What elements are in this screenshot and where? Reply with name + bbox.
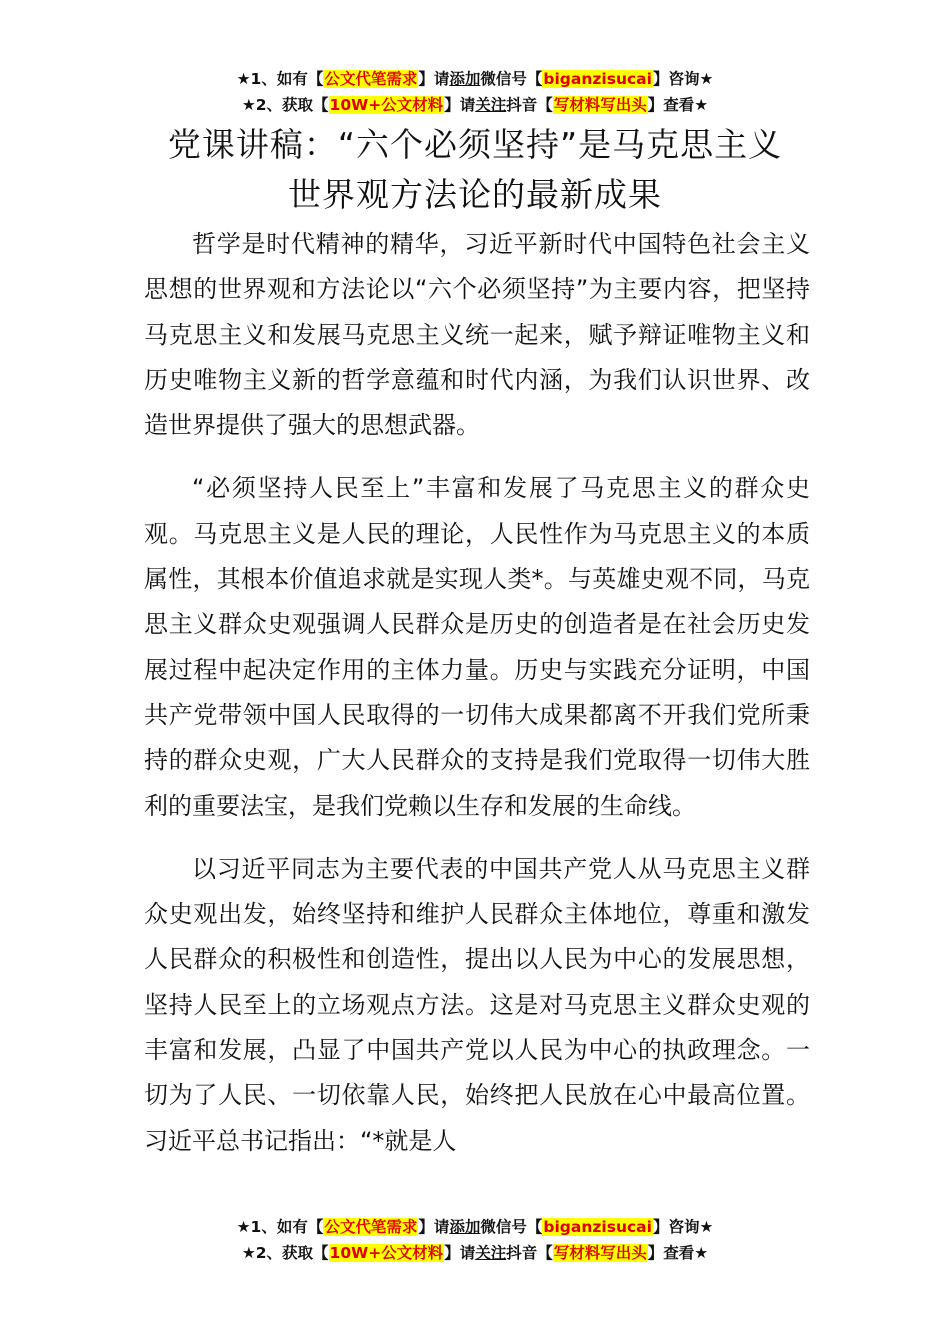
banner-text: ★1、如有【 bbox=[236, 70, 324, 88]
banner-text: 】请 bbox=[444, 1244, 476, 1262]
banner-text: 抖音【 bbox=[506, 1244, 553, 1262]
banner-highlight-wechat-id: biganzisucai bbox=[543, 1218, 652, 1236]
header-banner-line-2 bbox=[0, 92, 950, 118]
banner-text: 】咨询★ bbox=[652, 70, 714, 88]
banner-text: ★1、如有【 bbox=[236, 1218, 324, 1236]
banner-text: 】请 bbox=[444, 96, 476, 114]
banner-text: 】查看★ bbox=[647, 1244, 709, 1262]
document-title bbox=[100, 120, 850, 220]
document-title-line-2: 世界观方法论的最新成果 bbox=[288, 175, 662, 214]
body-paragraph-2: “必须坚持人民至上”丰富和发展了马克思主义的群众史观。马克思主义是人民的理论，人民性作为马克思主义的本质属性，其根本价值追求就是实现人类*。与英雄史观不同，马克思主义群众史观强调人民群众是历史的创造者是在社会历史发展过程中起决定作用的主体力量。历史与实践充分证明，中国共产党带领中国人民取得的一切伟大成果都离不开我们党所秉持的群众史观，广大人民群众的支持是我们党取得一切伟大胜利的重要法宝，是我们党赖以生存和发展的生命线。 bbox=[144, 474, 810, 820]
banner-text: ★2、获取【 bbox=[241, 1244, 329, 1262]
banner-highlight-douyin-account: 写材料写出头 bbox=[553, 1244, 647, 1262]
banner-highlight-service: 公文代笔需求 bbox=[324, 70, 418, 88]
document-title-line-1: 党课讲稿：“六个必须坚持”是马克思主义 bbox=[167, 125, 783, 164]
banner-underline-follow: 关注 bbox=[475, 1244, 507, 1262]
banner-text: ★2、获取【 bbox=[241, 96, 329, 114]
banner-text: 】查看★ bbox=[647, 96, 709, 114]
footer-banner-line-2 bbox=[0, 1240, 950, 1266]
banner-text: 】请 bbox=[418, 70, 450, 88]
footer-banner bbox=[0, 1214, 950, 1266]
banner-text: 】请 bbox=[418, 1218, 450, 1236]
banner-text: 微信号【 bbox=[480, 70, 543, 88]
banner-highlight-materials: 10W+公文材料 bbox=[329, 1244, 444, 1262]
footer-banner-line-1 bbox=[0, 1214, 950, 1240]
banner-highlight-service: 公文代笔需求 bbox=[324, 1218, 418, 1236]
banner-highlight-wechat-id: biganzisucai bbox=[543, 70, 652, 88]
banner-highlight-materials: 10W+公文材料 bbox=[329, 96, 444, 114]
banner-underline-add: 添加 bbox=[449, 1218, 481, 1236]
document-body bbox=[144, 222, 810, 1182]
body-paragraph-3: 以习近平同志为主要代表的中国共产党人从马克思主义群众史观出发，始终坚持和维护人民群众主体地位，尊重和激发人民群众的积极性和创造性，提出以人民为中心的发展思想，坚持人民至上的立场观点方法。这是对马克思主义群众史观的丰富和发展，凸显了中国共产党以人民为中心的执政理念。一切为了人民、一切依靠人民，始终把人民放在心中最高位置。习近平总书记指出：“*就是人 bbox=[144, 854, 810, 1155]
body-paragraph-1: 哲学是时代精神的精华，习近平新时代中国特色社会主义思想的世界观和方法论以“六个必须坚持”为主要内容，把坚持马克思主义和发展马克思主义统一起来，赋予辩证唯物主义和历史唯物主义新的哲学意蕴和时代内涵，为我们认识世界、改造世界提供了强大的思想武器。 bbox=[144, 230, 810, 440]
header-banner bbox=[0, 66, 950, 118]
banner-underline-follow: 关注 bbox=[475, 96, 507, 114]
banner-underline-add: 添加 bbox=[449, 70, 481, 88]
header-banner-line-1 bbox=[0, 66, 950, 92]
banner-text: 】咨询★ bbox=[652, 1218, 714, 1236]
banner-text: 微信号【 bbox=[480, 1218, 543, 1236]
banner-text: 抖音【 bbox=[506, 96, 553, 114]
banner-highlight-douyin-account: 写材料写出头 bbox=[553, 96, 647, 114]
